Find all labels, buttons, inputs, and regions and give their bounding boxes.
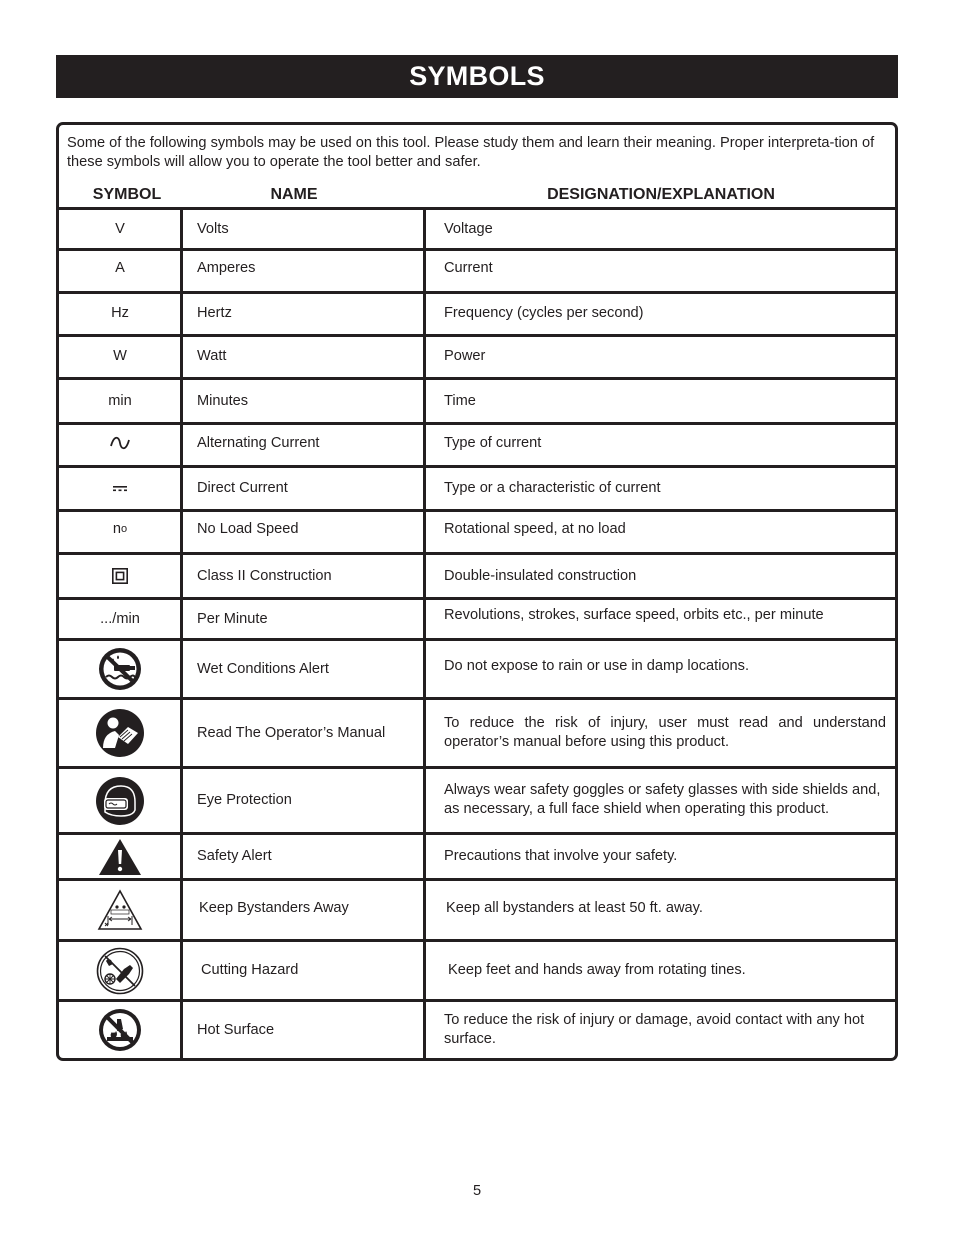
page-number: 5 <box>472 1183 482 1199</box>
wet-conditions-icon <box>59 641 181 697</box>
table-row-designation: Do not expose to rain or use in damp locations. <box>444 657 750 674</box>
table-row-symbol: Hz <box>111 304 129 321</box>
table-row-name: Volts <box>197 220 229 237</box>
eye-protection-icon <box>59 769 181 832</box>
intro-text: Some of the following symbols may be used on this tool. Please study them and learn their meaning. Proper interpreta-tion of these symbols will allow you to operate the tool better and safer. <box>67 135 875 170</box>
table-row-name: Read The Operator’s Manual <box>197 724 386 741</box>
table-row-designation: Double-insulated construction <box>444 567 637 584</box>
table-row-name: No Load Speed <box>197 520 299 537</box>
table-row-name: Hertz <box>197 304 232 321</box>
table-row-designation: Voltage <box>444 220 493 237</box>
table-row-name: Wet Conditions Alert <box>197 660 329 677</box>
keep-bystanders-away-icon <box>59 881 181 939</box>
table-row-name: Cutting Hazard <box>201 962 299 978</box>
table-row-designation: Type or a characteristic of current <box>444 480 661 496</box>
table-row-designation: To reduce the risk of injury, user must read and understand operator’s manual before using this product. <box>444 715 886 750</box>
table-row-name: Eye Protection <box>197 792 292 808</box>
alternating-current-icon <box>59 423 181 463</box>
table-row-name: Safety Alert <box>197 848 272 864</box>
table-row-designation: Current <box>444 259 493 276</box>
read-manual-icon <box>59 700 181 766</box>
table-row-designation: Always wear safety goggles or safety glasses with side shields and, as necessary, a full face shield when operating this product. <box>444 781 881 817</box>
table-row-designation: Revolutions, strokes, surface speed, orbits etc., per minute <box>444 606 824 623</box>
page-title: SYMBOLS <box>56 55 898 98</box>
table-row-designation: Power <box>444 347 486 364</box>
table-row-designation: Time <box>444 392 476 409</box>
table-row-name: Per Minute <box>197 610 268 627</box>
table-row-designation: To reduce the risk of injury or damage, avoid contact with any hot surface. <box>444 1012 865 1047</box>
table-row-designation: Type of current <box>444 434 542 451</box>
table-row-name: Keep Bystanders Away <box>199 899 349 916</box>
table-row-name: Alternating Current <box>197 434 320 451</box>
no-load-speed-symbol: n o <box>112 520 128 537</box>
table-row-designation: Keep all bystanders at least 50 ft. away. <box>446 899 703 916</box>
safety-alert-icon <box>59 835 181 878</box>
table-row-designation: Precautions that involve your safety. <box>444 848 678 864</box>
table-row-name: Watt <box>197 347 227 364</box>
table-row-designation: Keep feet and hands away from rotating tines. <box>448 962 746 978</box>
table-row-name: Minutes <box>197 392 249 409</box>
table-row-name: Class II Construction <box>197 567 332 584</box>
symbols-table-box <box>56 122 898 1061</box>
table-row-name: Amperes <box>197 259 256 276</box>
table-row-symbol: A <box>115 259 125 276</box>
header-symbol: SYMBOL <box>92 186 162 203</box>
table-row-designation: Frequency (cycles per second) <box>444 304 644 321</box>
header-name: NAME <box>270 186 318 203</box>
symbols-grid <box>59 125 895 1058</box>
table-row-symbol: min <box>108 392 132 409</box>
cutting-hazard-icon <box>59 942 181 999</box>
class-ii-construction-icon <box>59 555 181 597</box>
table-row-symbol: .../min <box>100 610 140 627</box>
hot-surface-icon <box>59 1002 181 1058</box>
table-row-name: Hot Surface <box>197 1021 275 1038</box>
direct-current-icon <box>59 468 181 509</box>
table-row-symbol: W <box>113 347 127 364</box>
header-designation: DESIGNATION/EXPLANATION <box>547 186 775 203</box>
table-row-designation: Rotational speed, at no load <box>444 520 626 537</box>
table-row-name: Direct Current <box>197 480 288 496</box>
table-row-symbol: V <box>115 220 125 237</box>
